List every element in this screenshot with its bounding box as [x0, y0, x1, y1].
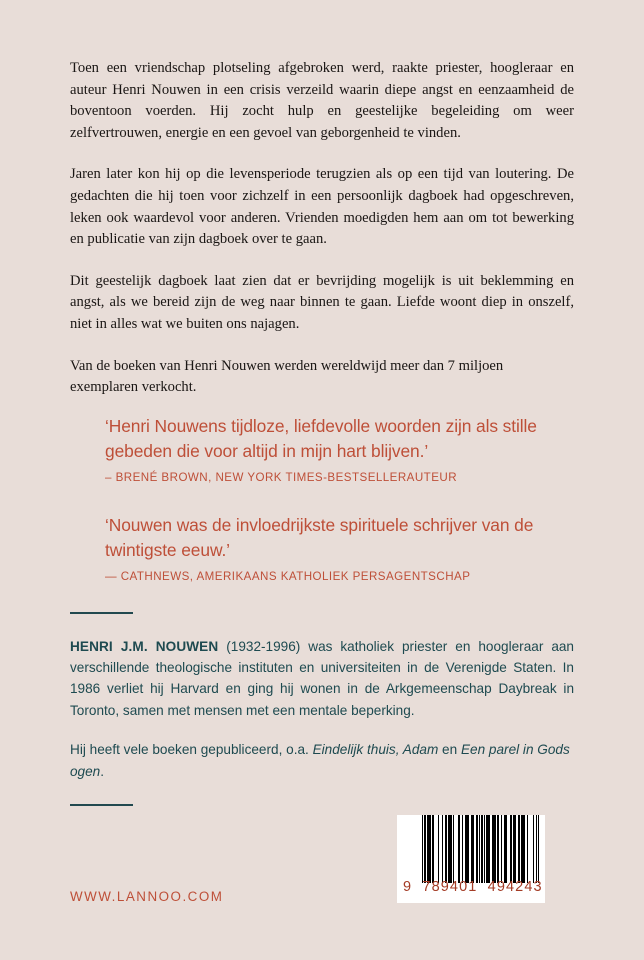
isbn-digits: 9 789401 494243	[403, 879, 543, 895]
book-titles-joiner: en	[438, 742, 461, 758]
bio-paragraph-2	[70, 739, 574, 782]
bio-paragraph-1	[70, 636, 574, 722]
review-quotes-section	[105, 414, 575, 584]
barcode-icon	[397, 815, 545, 903]
publisher-website[interactable]: WWW.LANNOO.COM	[70, 889, 224, 904]
bio-paragraph-2-lead: Hij heeft vele boeken gepubliceerd, o.a.	[70, 742, 313, 758]
quote-attribution: – BRENÉ BROWN, NEW YORK TIMES-BESTSELLERAUTEUR	[105, 471, 458, 485]
book-titles-first: Eindelijk thuis, Adam	[312, 742, 439, 758]
author-bio-section	[70, 612, 574, 806]
review-quote-2	[105, 513, 575, 584]
blurb-paragraph-3: Dit geestelijk dagboek laat zien dat er bevrijding mogelijk is uit beklemming en angst, als we bereid zijn de weg naar binnen te gaan. Liefde woont diep in onszelf, niet in alles wat we buiten ons najagen.	[70, 272, 574, 332]
blurb-paragraph-4: Van de boeken van Henri Nouwen werden wereldwijd meer dan 7 miljoen exemplaren verkocht.	[70, 357, 504, 396]
bio-rule-bottom	[70, 804, 133, 806]
bio-paragraph-2-end: .	[100, 763, 105, 779]
bio-rule-top	[70, 612, 133, 614]
quote-text: ‘Henri Nouwens tijdloze, liefdevolle woorden zijn als stille gebeden die voor altijd in mijn hart blijven.’	[105, 416, 537, 461]
book-title-second: Een parel in Gods ogen	[70, 742, 570, 779]
blurb-paragraph-2: Jaren later kon hij op die levensperiode terugzien als op een tijd van loutering. De gedachten die hij toen voor zichzelf in een persoonlijk dagboek had opgeschreven, leken ook waardevol voor anderen. Vrienden moedigden hem aan om tot bewerking en publicatie van zijn dagboek over te gaan.	[70, 166, 574, 248]
bio-paragraph-1-text: (1932-1996) was katholiek priester en hoogleraar aan verschillende theologische instituten en universiteiten in de Verenigde Staten. In 1986 verliet hij Harvard en ging hij wonen in de Arkgemeenschap Daybreak in Toronto, samen met mensen met een mentale beperking.	[70, 638, 574, 718]
author-name: HENRI J.M. NOUWEN	[70, 638, 219, 654]
barcode-bars	[422, 815, 540, 883]
review-quote-1	[105, 414, 575, 485]
blurb-section	[70, 58, 574, 399]
quote-attribution: — CATHNEWS, AMERIKAANS KATHOLIEK PERSAGENTSCHAP	[105, 570, 471, 584]
quote-text: ‘Nouwen was de invloedrijkste spirituele schrijver van de twintigste eeuw.’	[105, 515, 534, 560]
blurb-paragraph-1: Toen een vriendschap plotseling afgebroken werd, raakte priester, hoogleraar en auteur Henri Nouwen in een crisis verzeild waarin diepe angst en eenzaamheid de boventoon voerden. Hij zocht hulp en geestelijke begeleiding om weer zelfvertrouwen, energie en een gevoel van geborgenheid te vinden.	[70, 60, 574, 141]
